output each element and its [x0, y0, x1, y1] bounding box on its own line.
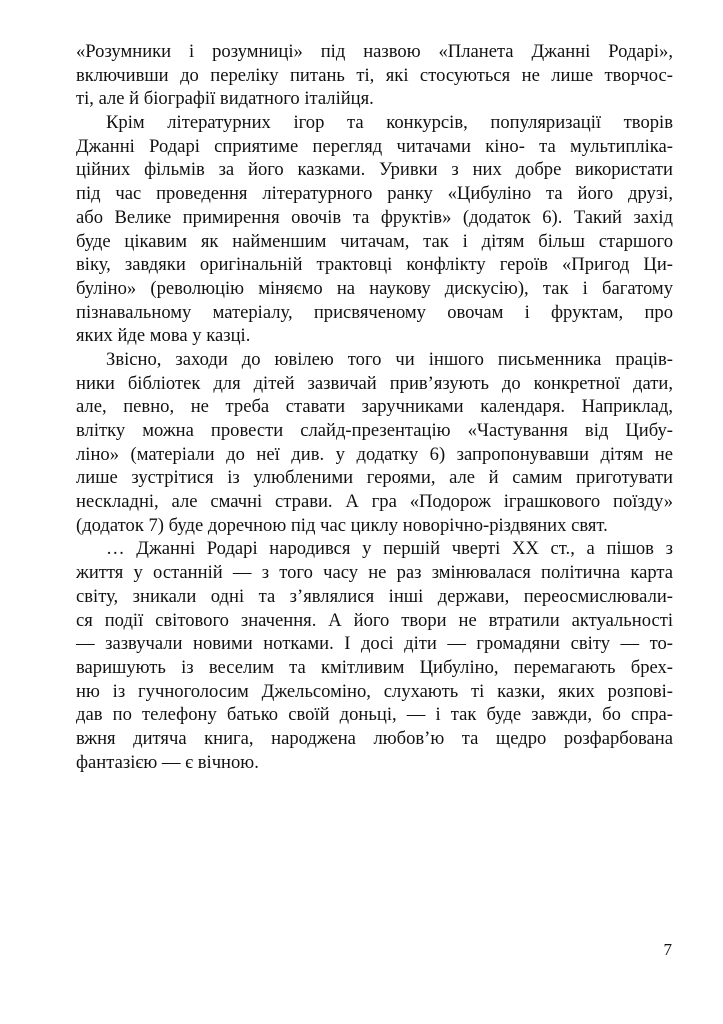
- text-line: «Розумники і розумниці» під назвою «Планета Джанні Родарі»,: [76, 41, 673, 62]
- paragraph: [76, 111, 673, 348]
- text-line: але, певно, не треба ставати заручниками календаря. Наприклад,: [76, 396, 673, 418]
- text-line: світу, зникали одні та з’являлися інші держави, переосмислювали-: [76, 585, 673, 607]
- text-line: … Джанні Родарі народився у першій чверті ХХ ст., а пішов з: [106, 538, 673, 560]
- text-line: ся події світового значення. А його твори не втратили актуальності: [76, 609, 673, 631]
- text-line: буде цікавим як найменшим читачам, так і дітям більш старшого: [76, 230, 673, 252]
- paragraph: [76, 348, 673, 538]
- text-line: (додаток 7) буде доречною під час циклу новорічно-різдвяних свят.: [76, 514, 608, 536]
- text-line: або Велике примирення овочів та фруктів» (додаток 6). Такий захід: [76, 206, 673, 228]
- text-line: Крім літературних ігор та конкурсів, популяризації творів: [106, 112, 673, 134]
- text-line: фантазією — є вічною.: [76, 751, 259, 773]
- text-line: Звісно, заходи до ювілею того чи іншого письменника праців-: [106, 348, 673, 370]
- text-line: Джанні Родарі сприятиме перегляд читачами кіно- та мультипліка-: [76, 135, 673, 157]
- body-text: [76, 40, 673, 774]
- text-line: включивши до переліку питань ті, які стосуються не лише творчос-: [76, 64, 673, 86]
- text-line: пізнавальному матеріалу, присвяченому овочам і фруктам, про: [76, 301, 673, 323]
- text-line: — зазвучали новими нотками. І досі діти — громадяни світу — то-: [76, 633, 673, 655]
- text-line: дав по телефону батько своїй доньці, — і так буде завжди, бо спра-: [76, 704, 673, 726]
- text-line: ційних фільмів за його казками. Уривки з них добре використати: [76, 159, 673, 181]
- text-line: лише зустрітися із улюбленими героями, але й самим приготувати: [76, 467, 673, 489]
- text-line: влітку можна провести слайд-презентацію «Частування від Цибу-: [76, 420, 673, 441]
- text-line: ліно» (матеріали до неї див. у додатку 6) запропонувавши дітям не: [76, 443, 673, 465]
- text-line: ники бібліотек для дітей зазвичай прив’язують до конкретної дати,: [76, 372, 673, 394]
- text-line: буліно» (революцію міняємо на наукову дискусію), так і багатому: [76, 277, 673, 299]
- text-line: життя у останній — з того часу не раз змінювалася політична карта: [76, 562, 673, 584]
- text-line: віку, завдяки оригінальній трактовці конфлікту героїв «Пригод Ци-: [76, 254, 673, 276]
- text-line: вжня дитяча книга, народжена любов’ю та щедро розфарбована: [76, 727, 673, 749]
- text-line: варишують із веселим та кмітливим Цибуліно, перемагають брех-: [76, 656, 673, 678]
- text-line: ті, але й біографії видатного італійця.: [76, 88, 374, 110]
- paragraph: [76, 40, 673, 111]
- page-number: 7: [663, 940, 672, 959]
- paragraph: [76, 537, 673, 774]
- text-line: під час проведення літературного ранку «Цибуліно та його друзі,: [76, 183, 673, 205]
- text-line: ню із гучноголосим Джельсоміно, слухають ті казки, яких розпові-: [76, 680, 673, 702]
- text-line: нескладні, але смачні страви. А гра «Подорож іграшкового поїзду»: [76, 491, 673, 513]
- text-line: яких йде мова у казці.: [76, 325, 251, 347]
